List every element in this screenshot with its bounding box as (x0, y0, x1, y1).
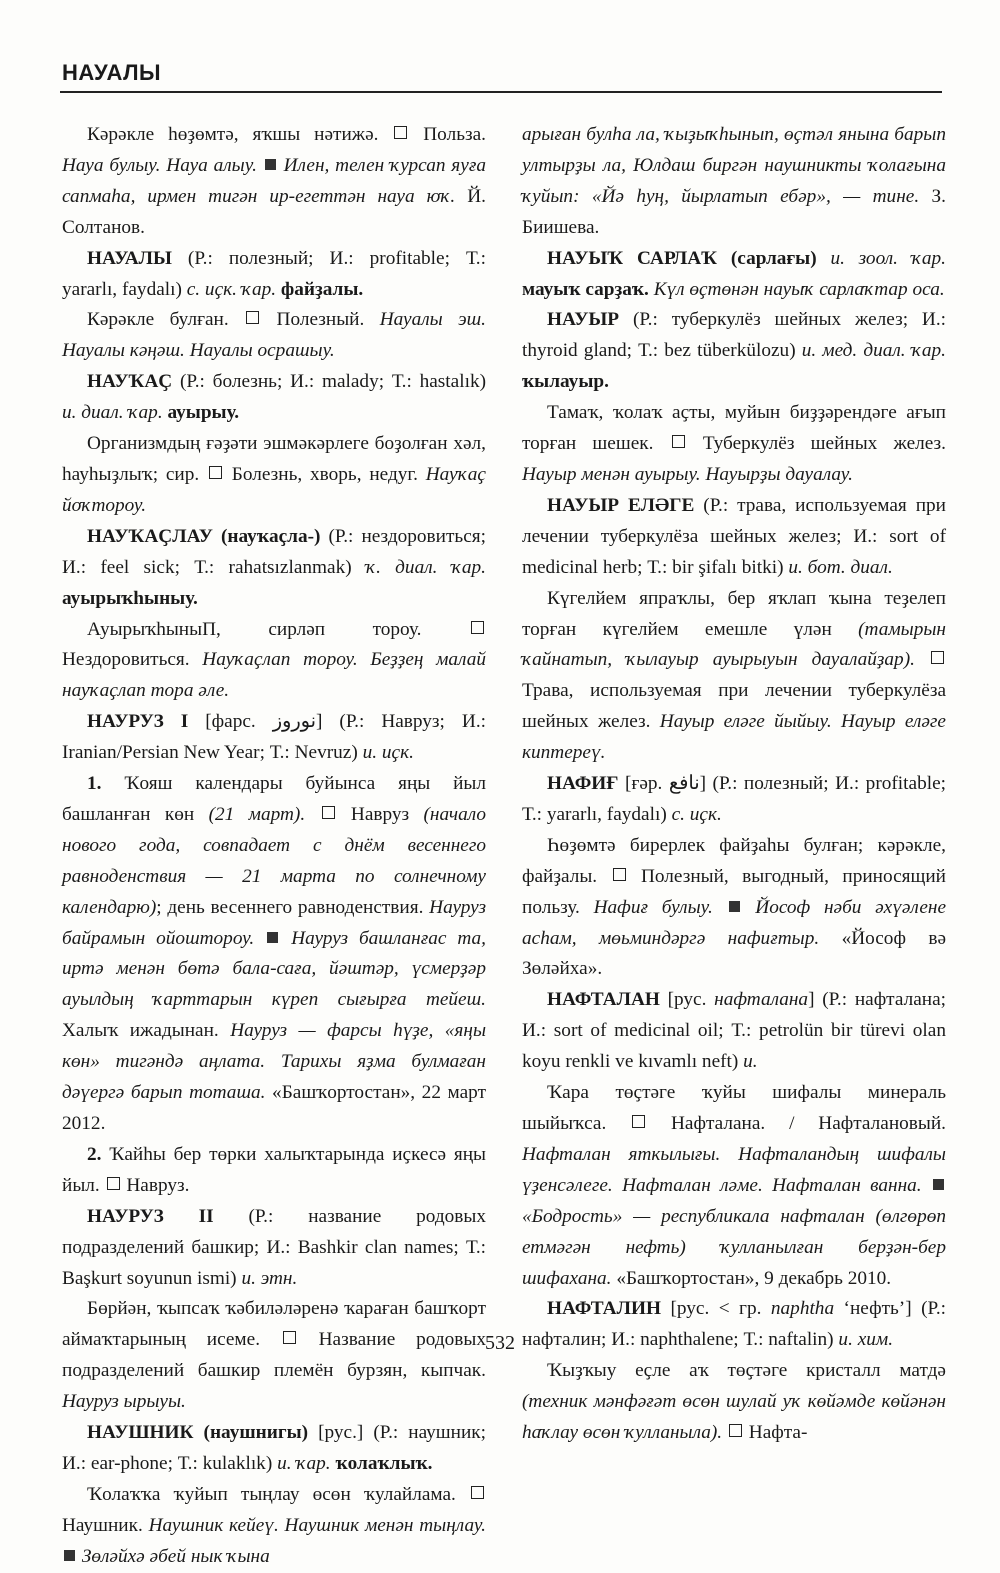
entry-paragraph: НАФТАЛАН [рус. нафталана] (Р.: нафталана; И.: sort of medicinal oil; Т.: petrolün bir türevi olan koyu renkli ve kıvamlı neft) и. (522, 989, 946, 1073)
entry-paragraph: НАУЫР (Р.: туберкулёз шейных желез; И.: thyroid gland; Т.: bez tüberkülozu) и. мед. диал. ҡар. ҡылауыр. (522, 309, 946, 393)
entry-paragraph: НАФТАЛИН [рус. < гр. naphtha ‘нефть’] (Р.: нафталин; И.: naphthalene; Т.: naftalin) и. хим. (522, 1298, 947, 1351)
entry-paragraph: НАУҠАҪЛАУ (науҡаҫла-) (Р.: нездоровиться; И.: feel sick; Т.: rahatsızlanmak) ҡ. диал. ҡар. ауырыҡһыныу. (62, 525, 486, 609)
entry-paragraph: Ҡыҙҡыу еҫле аҡ төҫтәге кристалл матдә (техник мәнфәғәт өсөн шулай уҡ көйәмде көйәнән һаҡлау өсөн ҡулланыла). Нафта- (522, 1360, 946, 1444)
entry-paragraph: Организмдың ғәҙәти эшмәкәрлеге боҙолған хәл, һауһыҙлыҡ; сир. Болезнь, хворь, недуг. Науҡаҫ йоҡтороу. (62, 433, 486, 516)
entry-paragraph: арыған булһа ла, ҡыҙыҡһынып, өҫтәл янына барып ултырҙы ла, Юлдаш биргән наушникты ҡолағына ҡуйып: «Йә һуң, йырлатып ебәр», — тине. З. Биишева. (522, 124, 946, 238)
entry-paragraph: Кәрәкле һөҙөмтә, яҡшы нәтижә. Польза. Науа булыу. Науа алыу. Илен, телен ҡурсап яуға сапмаһа, ирмен тигән ир-егеттән науа юҡ. Й. Солтанов. (62, 124, 486, 238)
square-icon (246, 311, 259, 324)
entry-paragraph: Күгелйем япраҡлы, бер яҡлап ҡына теҙелеп торған күгелйем емешле үлән (тамырын ҡайнатып, ҡылауыр ауырыуын дауалайҙар). Трава, используемая при лечении туберкулёза шейных желез. Науыр еләге йыйыу. Науыр еләге киптереү. (522, 587, 946, 764)
entry-paragraph: НАУРУЗ I [фарс. نوروز] (Р.: Навруз; И.: Iranian/Persian New Year; Т.: Nevruz) и. иҫк. (62, 711, 486, 764)
running-head: НАУАЛЫ (62, 60, 162, 85)
entry-paragraph: Һөҙөмтә бирерлек файҙаһы булған; кәрәкле, файҙалы. Полезный, выгодный, приносящий пользу. Нафиғ булыу. Йософ нәби әхүәлене асһам, мөьминдәргә нафиғтыр. «Йософ вә Зөләйха». (522, 834, 947, 980)
entry-paragraph: АуырыҡһыныП, сирләп тороу. Нездоровиться. Науҡаҫлап тороу. Беҙҙең малай науҡаҫлап тора әле. (62, 618, 486, 702)
black-square-icon (267, 932, 278, 943)
black-square-icon (265, 159, 276, 170)
entry-paragraph: Ҡара төҫтәге ҡуйы шифалы минераль шыйыҡса. Нафталана. / Нафталановый. Нафталан яткылығы. Нафталандың шифалы үҙенсәлеге. Нафталан ләме. Нафталан ваннa. «Бодрость» — республикала нафталан (өлгөрөп етмәгән нефть) ҡулланылған берҙән-бер шифахана. «Башҡортостан», 9 декабрь 2010. (522, 1082, 946, 1289)
entry-paragraph: НАУЫР ЕЛӘГЕ (Р.: трава, используемая при лечении туберкулёза шейных желез; И.: sort of medicinal herb; Т.: bir şifalı bitki) и. бот. диал. (522, 494, 946, 578)
entry-paragraph: Бөрйән, ҡыпсаҡ ҡәбиләләренә ҡараған башҡорт аймаҡтарының исеме. Название родовых подразделений башкир племён бурзян, кыпчак. Науруз ырыуы. (62, 1298, 487, 1413)
square-icon (931, 651, 944, 664)
entry-paragraph: НАУРУЗ II (Р.: название родовых подразделений башкир; И.: Bashkir clan names; Т.: Başkurt soyunun ismi) и. этн. (62, 1205, 487, 1289)
black-square-icon (933, 1179, 944, 1190)
square-icon (471, 1486, 484, 1499)
square-icon (672, 435, 685, 448)
header-rule (60, 91, 942, 93)
entry-paragraph: 2. Ҡайһы бер төрки халыҡтарында иҫкесә яңы йыл. Навруз. (62, 1143, 486, 1196)
right-column (522, 120, 946, 1449)
square-icon (613, 868, 626, 881)
entry-paragraph: НАУЫҠ САРЛАҠ (сарлағы) и. зоол. ҡар. мауыҡ сарҙаҡ. Күл өҫтөнән науыҡ сарлаҡтар оса. (522, 247, 946, 300)
page-number: 532 (485, 1332, 515, 1354)
entry-paragraph: НАФИҒ [ғәр. نافع] (Р.: полезный; И.: profitable; Т.: yararlı, faydalı) с. иҫк. (522, 773, 946, 825)
entry-paragraph: 1. Ҡояш календары буйынса яңы йыл башланған көн (21 март). Навруз (начало нового года, совпадает с днём весеннего равноденствия — 21 марта по солнечному календарю); день весеннего равноденствия. Науруз байрамын ойоштороу. Науруз башланғас та, иртә менән бөтә бала-сағa, йәштәр, үсмерҙәр ауылдың ҡарттарын күреп сығырға тейеш. Халыҡ ижадынан. Науруз — фарсы һүҙе, «яңы көн» тигәндә аңлата. Тарихы яҙма булмаған дәүергә барып тоташа. «Башҡортостан», 22 март 2012. (62, 773, 487, 1134)
entry-paragraph: НАУАЛЫ (Р.: полезный; И.: profitable; Т.: yararlı, faydalı) с. иҫк. ҡар. файҙалы. (62, 247, 486, 300)
square-icon (632, 1115, 645, 1128)
square-icon (209, 466, 222, 479)
entry-paragraph: НАУШНИК (наушнигы) [рус.] (Р.: наушник; И.: ear-phone; Т.: kulaklık) и. ҡар. ҡолаҡлыҡ. (62, 1422, 486, 1474)
black-square-icon (729, 901, 740, 912)
square-icon (471, 621, 484, 634)
square-icon (107, 1177, 120, 1190)
square-icon (729, 1424, 742, 1437)
entry-paragraph: Ҡолаҡҡа ҡуйып тыңлау өсөн ҡулайлама. Наушник. Наушник кейеү. Наушник менән тыңлау. Зөләйхә әбей нык ҡына (62, 1483, 486, 1567)
square-icon (394, 126, 407, 139)
entry-paragraph: НАУҠАҪ (Р.: болезнь; И.: malady; Т.: hastalık) и. диал. ҡар. ауырыу. (62, 371, 486, 424)
square-icon (322, 806, 335, 819)
entry-paragraph: Тамаҡ, ҡолаҡ аҫты, муйын биҙҙәрендәге ағып торған шешек. Туберкулёз шейных желез. Науыр менән ауырыу. Науырҙы дауалау. (522, 402, 946, 485)
black-square-icon (64, 1550, 75, 1561)
entry-paragraph: Кәрәкле булған. Полезный. Науалы эш. Науалы кәңәш. Науалы осрашыу. (62, 309, 486, 362)
